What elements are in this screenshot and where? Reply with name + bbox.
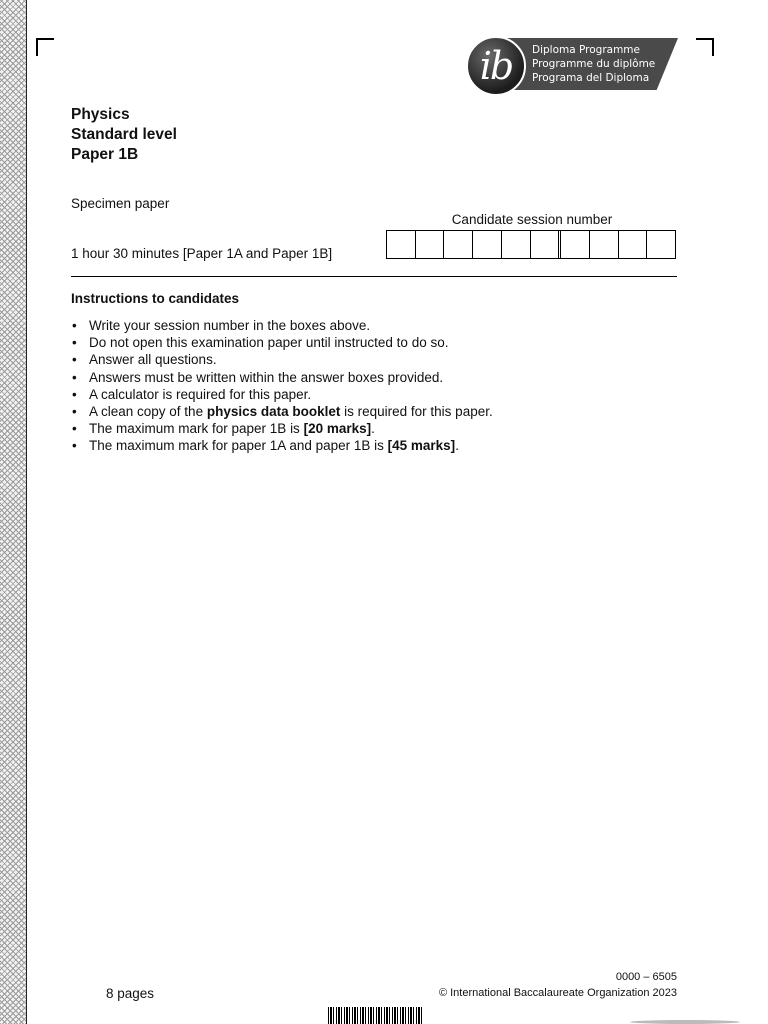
session-number-box[interactable] <box>473 231 502 258</box>
instruction-item: • Answer all questions. <box>71 351 493 368</box>
session-number-box[interactable] <box>561 231 590 258</box>
instruction-item: • Answers must be written within the answer boxes provided. <box>71 369 493 386</box>
subject: Physics <box>71 106 130 123</box>
logo-line-fr: Programme du diplôme <box>532 58 656 70</box>
ib-logo-mark: ib <box>466 36 526 96</box>
session-number-box[interactable] <box>531 231 562 258</box>
copyright: © International Baccalaureate Organization 2023 <box>438 987 677 999</box>
crop-mark-top-left <box>36 38 54 56</box>
logo-text <box>532 43 655 85</box>
instruction-item: • A calculator is required for this paper. <box>71 386 493 403</box>
paper-name: Paper 1B <box>71 146 139 163</box>
duration: 1 hour 30 minutes [Paper 1A and Paper 1B] <box>71 246 333 261</box>
instruction-item: • Write your session number in the boxes above. <box>71 317 493 334</box>
session-number-boxes[interactable] <box>386 230 676 259</box>
crop-mark-top-right <box>696 38 714 56</box>
session-number-box[interactable] <box>444 231 473 258</box>
session-number-box[interactable] <box>387 231 416 258</box>
instructions-heading: Instructions to candidates <box>71 291 240 306</box>
session-number-label: Candidate session number <box>451 212 613 227</box>
session-number-box[interactable] <box>416 231 445 258</box>
level: Standard level <box>71 126 177 143</box>
instruction-item: • A clean copy of the physics data booklet is required for this paper. <box>71 403 493 420</box>
session-number-box[interactable] <box>502 231 531 258</box>
instruction-item: • The maximum mark for paper 1A and paper 1B is [45 marks]. <box>71 437 493 454</box>
ib-logo <box>466 36 678 98</box>
paper-code: 0000 – 6505 <box>615 971 677 983</box>
session-number-box[interactable] <box>647 231 675 258</box>
instructions-list <box>71 317 493 455</box>
logo-line-es: Programa del Diploma <box>532 72 650 84</box>
specimen-label: Specimen paper <box>71 196 170 211</box>
instruction-item: • Do not open this examination paper until instructed to do so. <box>71 334 493 351</box>
session-number-box[interactable] <box>590 231 619 258</box>
session-number-box[interactable] <box>619 231 648 258</box>
instruction-item: • The maximum mark for paper 1B is [20 marks]. <box>71 420 493 437</box>
binding-margin <box>0 0 27 1024</box>
paper-title <box>71 105 177 165</box>
barcode <box>328 1007 422 1024</box>
logo-line-en: Diploma Programme <box>532 44 640 56</box>
scan-smudge <box>630 1020 740 1024</box>
divider <box>71 276 677 277</box>
page-count: 8 pages <box>106 986 155 1001</box>
